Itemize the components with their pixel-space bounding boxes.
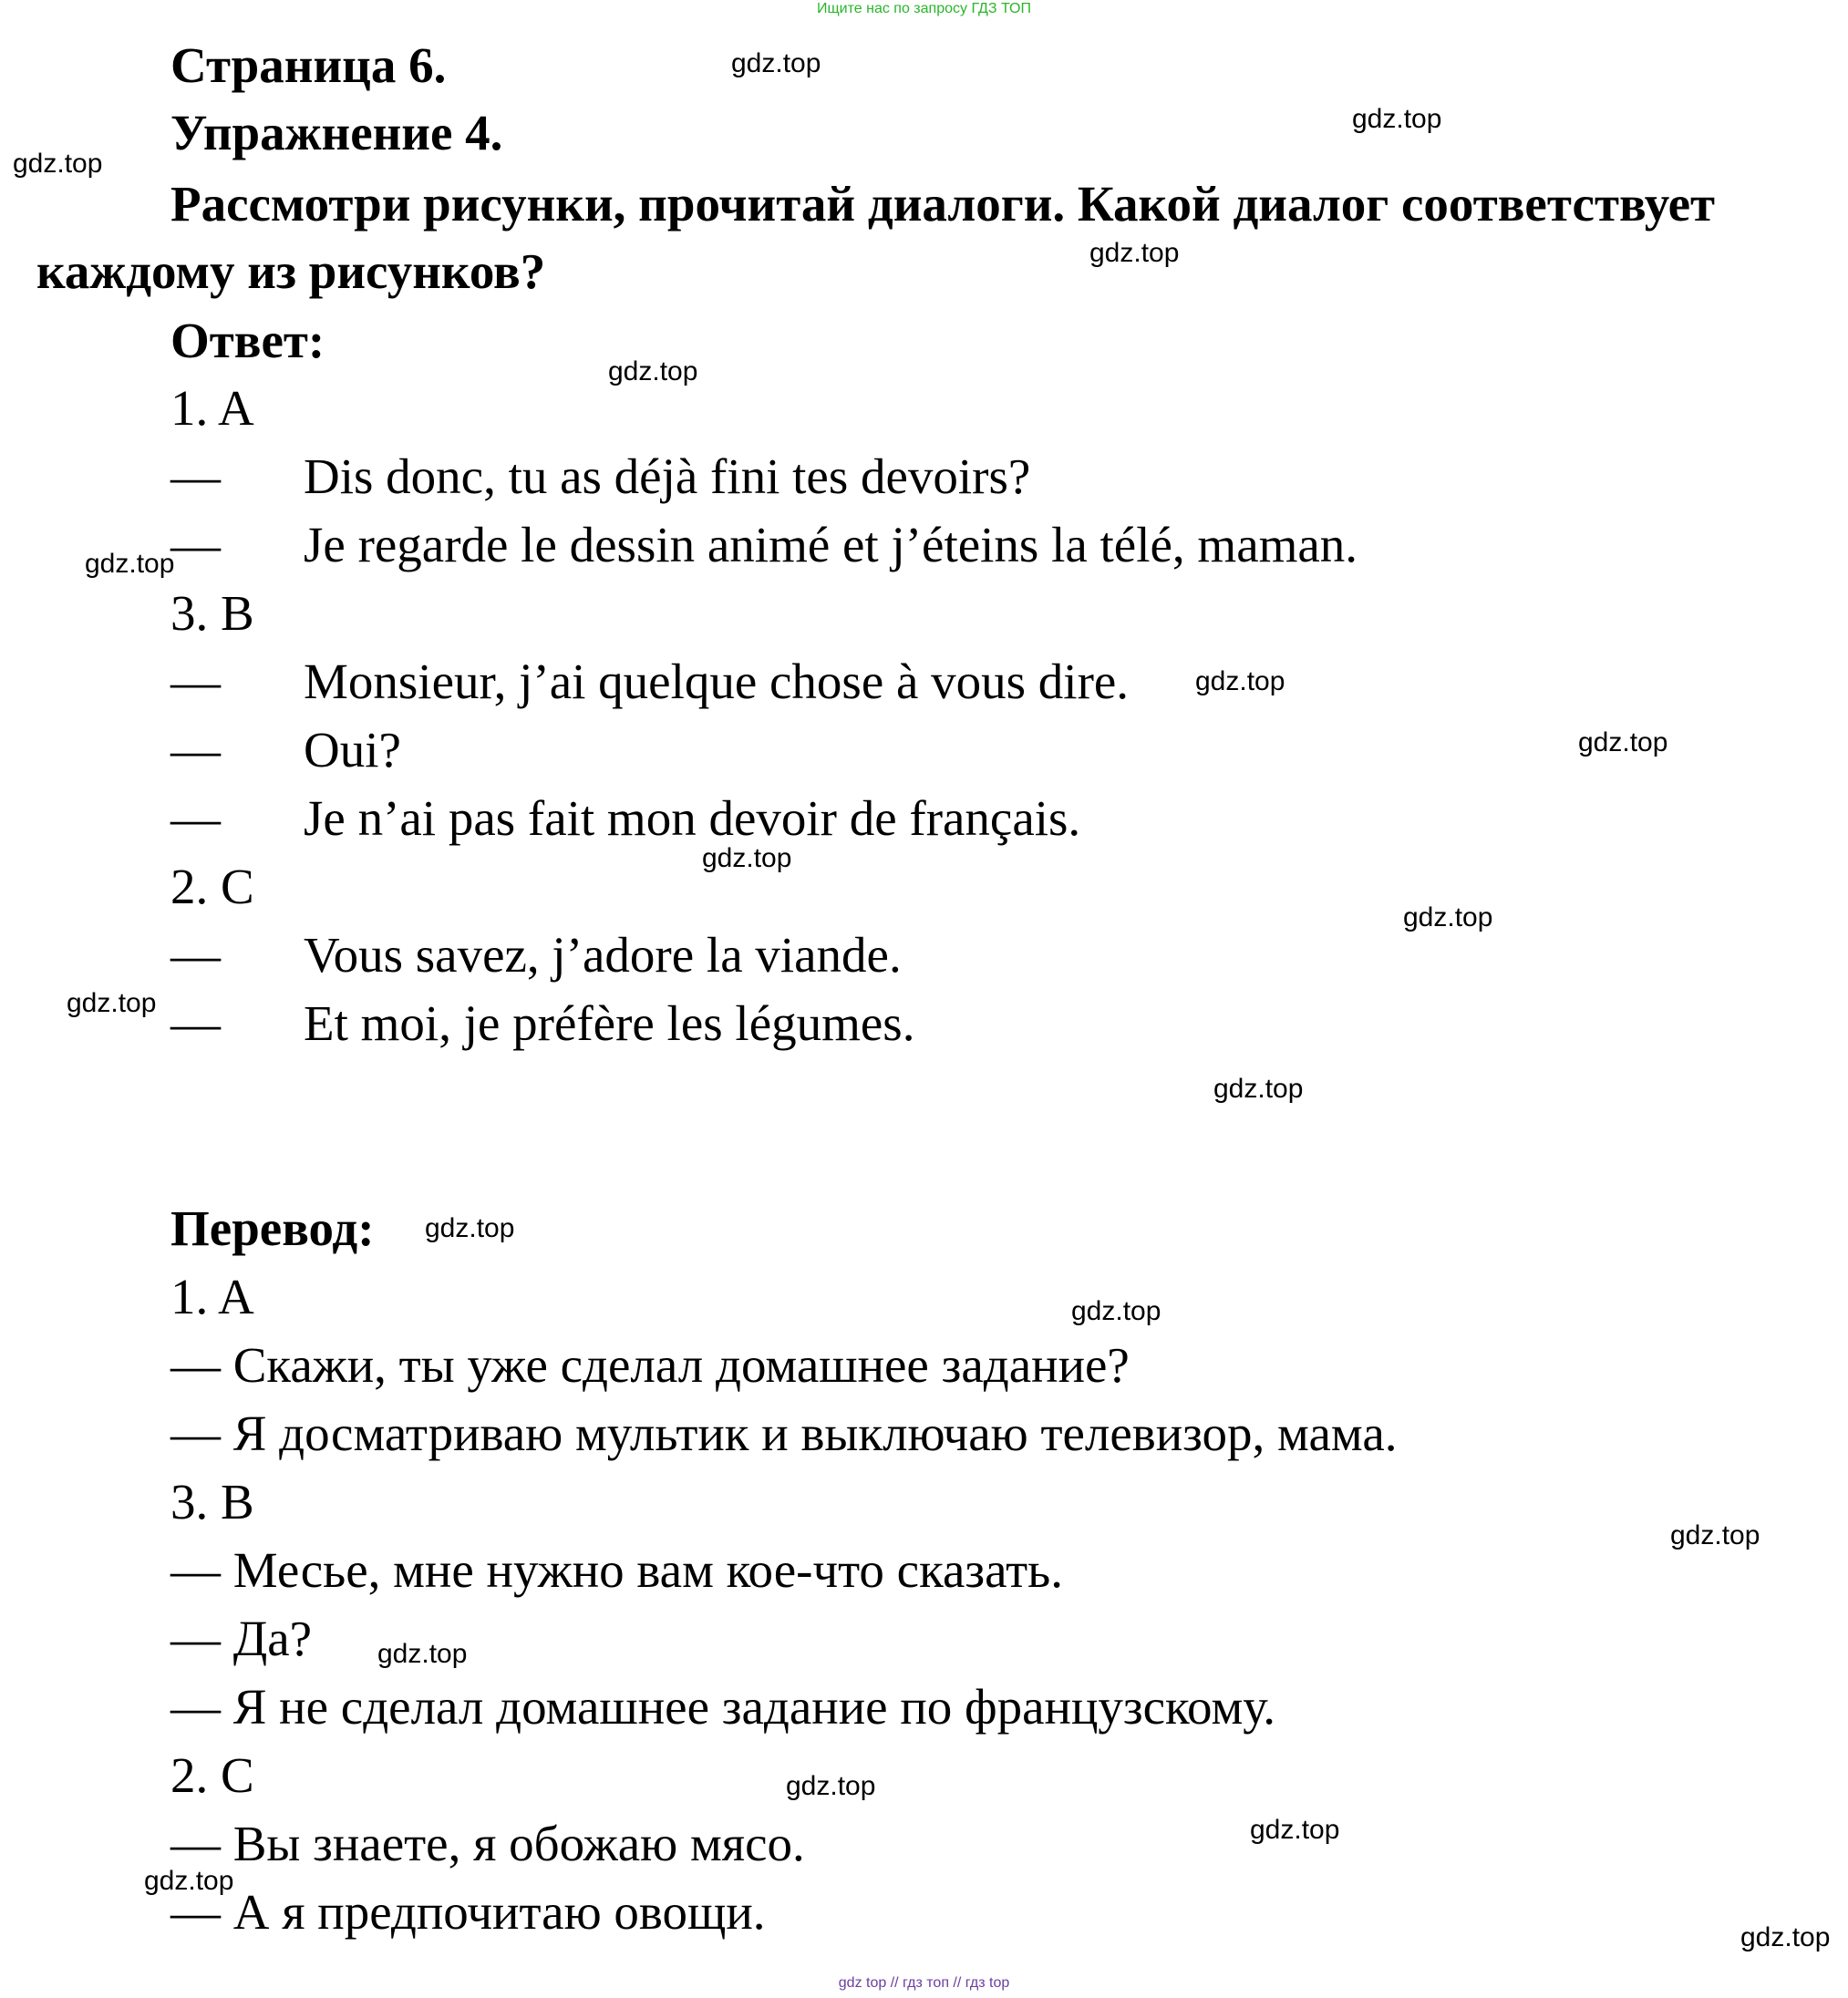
translation-label: 2. C	[170, 1747, 254, 1803]
translation-line: — Я досматриваю мультик и выключаю телевизор, мама.	[170, 1406, 1398, 1461]
watermark: gdz.top	[1578, 727, 1668, 757]
watermark: gdz.top	[1250, 1815, 1340, 1845]
bottom-banner[interactable]: gdz top // гдз топ // гдз top	[838, 1975, 1010, 1991]
watermark: gdz.top	[731, 48, 821, 78]
dialogue-label: 1. A	[170, 380, 254, 436]
translation-line: — Вы знаете, я обожаю мясо.	[170, 1816, 805, 1871]
translation-line: — Я не сделал домашнее задание по французскому.	[170, 1679, 1275, 1735]
dialogue-reply: Monsieur, j’ai quelque chose à vous dire.	[304, 654, 1130, 709]
watermark: gdz.top	[1089, 238, 1180, 268]
dash: —	[170, 654, 221, 709]
task-text-line-1: Рассмотри рисунки, прочитай диалоги. Какой диалог соответствует	[170, 176, 1716, 232]
page-title: Страница 6.	[170, 37, 447, 93]
dialogue-reply: Je n’ai pas fait mon devoir de français.	[304, 790, 1081, 846]
translation-line: — Месье, мне нужно вам кое-что сказать.	[170, 1542, 1063, 1598]
dash: —	[170, 995, 221, 1051]
dialogue-reply: Et moi, je préfère les légumes.	[304, 995, 915, 1051]
watermark: gdz.top	[608, 356, 698, 386]
watermark: gdz.top	[786, 1771, 876, 1801]
watermark: gdz.top	[13, 149, 103, 179]
translation-label: 1. A	[170, 1269, 254, 1324]
watermark: gdz.top	[702, 843, 792, 873]
watermark: gdz.top	[1403, 902, 1493, 932]
dialogue-reply: Oui?	[304, 722, 401, 778]
watermark: gdz.top	[425, 1213, 515, 1243]
dash: —	[170, 927, 221, 983]
watermark: gdz.top	[1195, 666, 1285, 696]
translation-line: — Скажи, ты уже сделал домашнее задание?	[170, 1337, 1130, 1393]
watermark: gdz.top	[85, 549, 175, 579]
watermark: gdz.top	[144, 1866, 234, 1896]
dash: —	[170, 722, 221, 778]
translation-label: 3. B	[170, 1474, 254, 1529]
translation-line: — Да?	[170, 1611, 313, 1666]
watermark: gdz.top	[1740, 1922, 1831, 1952]
task-text-line-2: каждому из рисунков?	[36, 243, 546, 299]
dialogue-reply: Vous savez, j’adore la viande.	[304, 927, 902, 983]
top-banner[interactable]: Ищите нас по запросу ГДЗ ТОП	[817, 1, 1031, 16]
dash: —	[170, 790, 221, 846]
answer-heading: Ответ:	[170, 313, 325, 368]
watermark: gdz.top	[1213, 1074, 1304, 1104]
watermark: gdz.top	[67, 988, 157, 1018]
dash: —	[170, 448, 221, 504]
dialogue-reply: Dis donc, tu as déjà fini tes devoirs?	[304, 448, 1031, 504]
watermark: gdz.top	[377, 1639, 468, 1669]
dialogue-label: 2. C	[170, 859, 254, 914]
translation-heading: Перевод:	[170, 1200, 375, 1256]
watermark: gdz.top	[1670, 1520, 1760, 1550]
exercise-title: Упражнение 4.	[170, 105, 503, 160]
dialogue-reply: Je regarde le dessin animé et j’éteins la télé, maman.	[304, 517, 1358, 572]
translation-line: — А я предпочитаю овощи.	[170, 1884, 766, 1940]
watermark: gdz.top	[1352, 104, 1442, 134]
watermark: gdz.top	[1071, 1296, 1161, 1326]
dash: —	[170, 517, 221, 572]
dialogue-label: 3. B	[170, 585, 254, 641]
